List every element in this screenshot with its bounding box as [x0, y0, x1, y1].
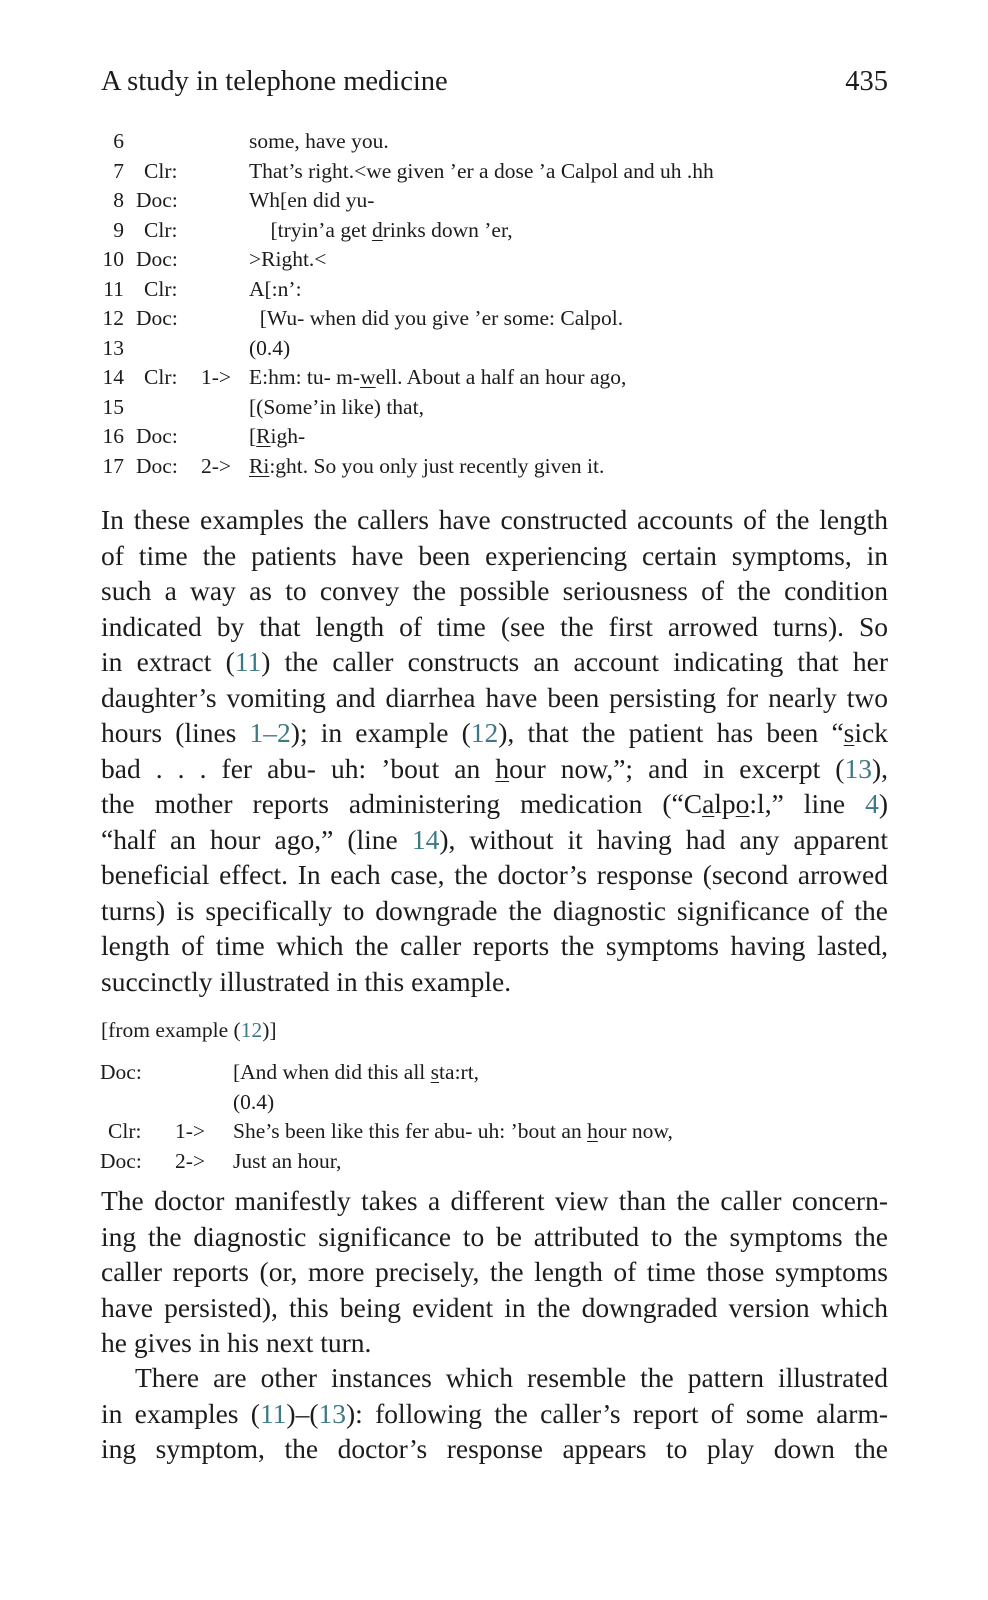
page-number: 435	[845, 66, 888, 97]
text-segment: ), without it having had any apparent	[439, 823, 888, 855]
text-segment: caller reports (or, more precisely, the length of time those symptoms	[101, 1256, 888, 1287]
utterance-text	[249, 392, 424, 422]
text-segment: of time the patients have been experiencing certain symptoms, in	[101, 539, 888, 571]
text-segment: he gives in his next turn.	[101, 1327, 372, 1358]
text-segment: have persisted), this being evident in the downgraded version which	[101, 1291, 888, 1323]
text-segment: length of time which the caller reports the symptoms having lasted,	[101, 930, 888, 961]
text-segment: such a way as to convey the possible seriousness of the condition	[101, 575, 888, 606]
speaker-label: Clr:	[144, 276, 178, 301]
underlined-segment: w	[360, 365, 376, 389]
speaker-label: Doc:	[136, 453, 178, 478]
utterance-text	[233, 1087, 274, 1117]
speaker-label: Doc:	[100, 1148, 142, 1173]
text-segment: (0.4)	[249, 335, 291, 360]
text-segment: Just an hour,	[233, 1148, 342, 1173]
text-segment: succinctly illustrated in this example.	[101, 965, 512, 997]
speaker-label: Clr:	[108, 1119, 142, 1143]
utterance-text	[233, 1116, 673, 1146]
text-line	[101, 964, 888, 1000]
text-segment: bad . . . fer abu- uh: ’bout an	[101, 752, 496, 784]
cross-reference: 13	[844, 752, 872, 784]
cross-reference: 12	[470, 717, 499, 748]
line-number: 11	[103, 276, 124, 301]
line-number: 16	[102, 424, 124, 448]
cross-reference: 11	[259, 1397, 287, 1429]
utterance-text	[249, 274, 302, 304]
utterance-text	[249, 451, 604, 481]
text-segment: (0.4)	[233, 1089, 275, 1114]
text-line	[101, 538, 888, 574]
text-line	[101, 573, 888, 609]
text-segment: igh-	[270, 424, 306, 448]
text-segment: A[:n’:	[249, 276, 302, 301]
text-line	[101, 644, 888, 680]
line-number: 6	[113, 129, 124, 153]
text-segment: lp	[714, 788, 736, 819]
text-line	[101, 1325, 888, 1361]
text-segment: [Wu- when did you give ’er some: Calpol.	[249, 306, 624, 330]
text-segment: daughter’s vomiting and diarrhea have been persisting for nearly two	[101, 681, 888, 713]
text-segment: the mother reports administering medication (“C	[101, 788, 703, 819]
utterance-text	[249, 362, 626, 392]
cross-reference: 4	[865, 788, 879, 819]
text-segment: turns) is specifically to downgrade the diagnostic significance of the	[101, 894, 888, 926]
cross-reference: 14	[411, 823, 440, 855]
utterance-text	[249, 421, 305, 451]
utterance-text	[249, 215, 513, 245]
speaker-label: Doc:	[100, 1060, 142, 1084]
utterance-text	[249, 126, 389, 156]
utterance-text	[249, 244, 326, 274]
from-example-prefix: [from example (	[101, 1018, 241, 1042]
text-line	[101, 857, 888, 893]
text-line	[101, 1254, 888, 1290]
line-number: 13	[102, 335, 124, 360]
text-line	[101, 1183, 888, 1219]
text-line	[101, 680, 888, 716]
text-line	[101, 502, 888, 538]
line-number: 8	[113, 188, 124, 212]
text-segment: [tryin’a get	[249, 217, 372, 242]
text-segment: hours (lines	[101, 717, 250, 748]
text-segment: ), that the patient has been “	[498, 717, 844, 748]
text-segment: )	[878, 788, 888, 819]
text-line	[101, 715, 888, 751]
body-paragraph-2	[101, 1183, 888, 1361]
text-line	[101, 609, 888, 645]
utterance-text	[249, 333, 290, 363]
speaker-label: Doc:	[136, 247, 178, 271]
text-segment: ) the caller constructs an account indicating that her	[261, 646, 888, 677]
text-segment: our now,	[597, 1119, 673, 1143]
turn-arrow: 1->	[201, 365, 232, 389]
text-segment: In these examples the callers have constructed accounts of the length	[101, 504, 888, 535]
text-line	[101, 822, 888, 858]
text-segment: The doctor manifestly takes a different view than the caller concern-	[101, 1185, 888, 1216]
underlined-segment: s	[843, 717, 855, 748]
from-example-label	[101, 1015, 277, 1045]
transcript-from-example-12	[100, 1057, 888, 1177]
line-number: 14	[102, 365, 124, 389]
turn-arrow: 2->	[175, 1148, 206, 1173]
text-segment: :l,” line	[749, 788, 866, 819]
text-segment: some, have you.	[249, 129, 389, 153]
text-segment: in examples (	[101, 1397, 260, 1429]
text-segment: ta:rt,	[439, 1060, 480, 1084]
body-paragraph-1	[101, 502, 888, 999]
text-segment: She’s been like this fer abu- uh: ’bout an	[233, 1119, 588, 1143]
text-line	[101, 1290, 888, 1326]
text-segment: >Right.<	[249, 247, 327, 271]
underlined-segment: s	[430, 1060, 440, 1084]
cross-reference: 13	[318, 1397, 346, 1429]
text-segment: :ght. So you only just recently given it.	[269, 453, 605, 478]
text-segment: That’s right.<we given ’er a dose ’a Calpol and uh .hh	[249, 158, 714, 183]
text-line	[101, 1360, 888, 1396]
text-segment: ick	[854, 717, 888, 748]
text-line	[101, 1396, 888, 1432]
text-line	[101, 928, 888, 964]
text-segment: Wh[en did yu-	[249, 188, 375, 212]
utterance-text	[233, 1146, 341, 1176]
transcript-extract-13	[100, 126, 888, 486]
speaker-label: Clr:	[144, 158, 178, 183]
text-segment: ); in example (	[290, 717, 471, 748]
text-line	[101, 1219, 888, 1255]
underlined-segment: Ri	[249, 453, 270, 478]
utterance-text	[233, 1057, 479, 1087]
text-segment: E:hm: tu- m-	[249, 365, 361, 389]
text-segment: ell. About a half an hour ago,	[375, 365, 627, 389]
text-line	[101, 1431, 888, 1467]
text-line	[101, 786, 888, 822]
speaker-label: Clr:	[144, 365, 178, 389]
text-segment: rinks down ’er,	[382, 217, 513, 242]
text-segment: ),	[871, 752, 888, 784]
text-segment: There are other instances which resemble the pattern illustrated	[135, 1362, 888, 1393]
underlined-segment: d	[372, 217, 383, 242]
running-head	[101, 62, 888, 102]
text-segment: indicated by that length of time (see the first arrowed turns). So	[101, 610, 888, 642]
running-head-title: A study in telephone medicine	[101, 66, 448, 97]
text-line	[101, 751, 888, 787]
text-segment: beneficial effect. In each case, the doctor’s response (second arrowed	[101, 859, 888, 890]
underlined-segment: R	[256, 424, 271, 448]
text-segment: [	[249, 424, 257, 448]
utterance-text	[249, 185, 374, 215]
speaker-label: Doc:	[136, 424, 178, 448]
text-segment: ing symptom, the doctor’s response appears to play down the	[101, 1433, 888, 1464]
text-segment: “half an hour ago,” (line	[101, 823, 412, 855]
turn-arrow: 2->	[201, 453, 232, 478]
text-segment: )–(	[286, 1397, 319, 1429]
line-number: 9	[113, 217, 124, 242]
underlined-segment: o	[735, 788, 750, 819]
cross-reference: 12	[240, 1018, 263, 1042]
text-segment: ing the diagnostic significance to be attributed to the symptoms the	[101, 1220, 888, 1252]
utterance-text	[249, 156, 714, 186]
text-line	[101, 893, 888, 929]
turn-arrow: 1->	[175, 1119, 206, 1143]
line-number: 17	[102, 453, 124, 478]
text-segment: [And when did this all	[233, 1060, 431, 1084]
speaker-label: Doc:	[136, 188, 178, 212]
speaker-label: Clr:	[144, 217, 178, 242]
body-paragraph-3	[101, 1360, 888, 1467]
cross-reference: 11	[234, 646, 262, 677]
underlined-segment: h	[495, 752, 510, 784]
text-segment: [(Some’in like) that,	[249, 394, 424, 419]
from-example-suffix: )]	[262, 1018, 277, 1042]
underlined-segment: a	[702, 788, 715, 819]
text-segment: in extract (	[101, 646, 235, 677]
text-segment: our now,”; and in excerpt (	[509, 752, 845, 784]
text-segment: ): following the caller’s report of some alarm-	[346, 1397, 888, 1429]
line-number: 10	[102, 247, 124, 271]
line-number: 12	[102, 306, 124, 330]
speaker-label: Doc:	[136, 306, 178, 330]
cross-reference: 1–2	[249, 717, 291, 748]
line-number: 7	[113, 158, 124, 183]
utterance-text	[249, 303, 623, 333]
underlined-segment: h	[587, 1119, 598, 1143]
line-number: 15	[102, 394, 124, 419]
